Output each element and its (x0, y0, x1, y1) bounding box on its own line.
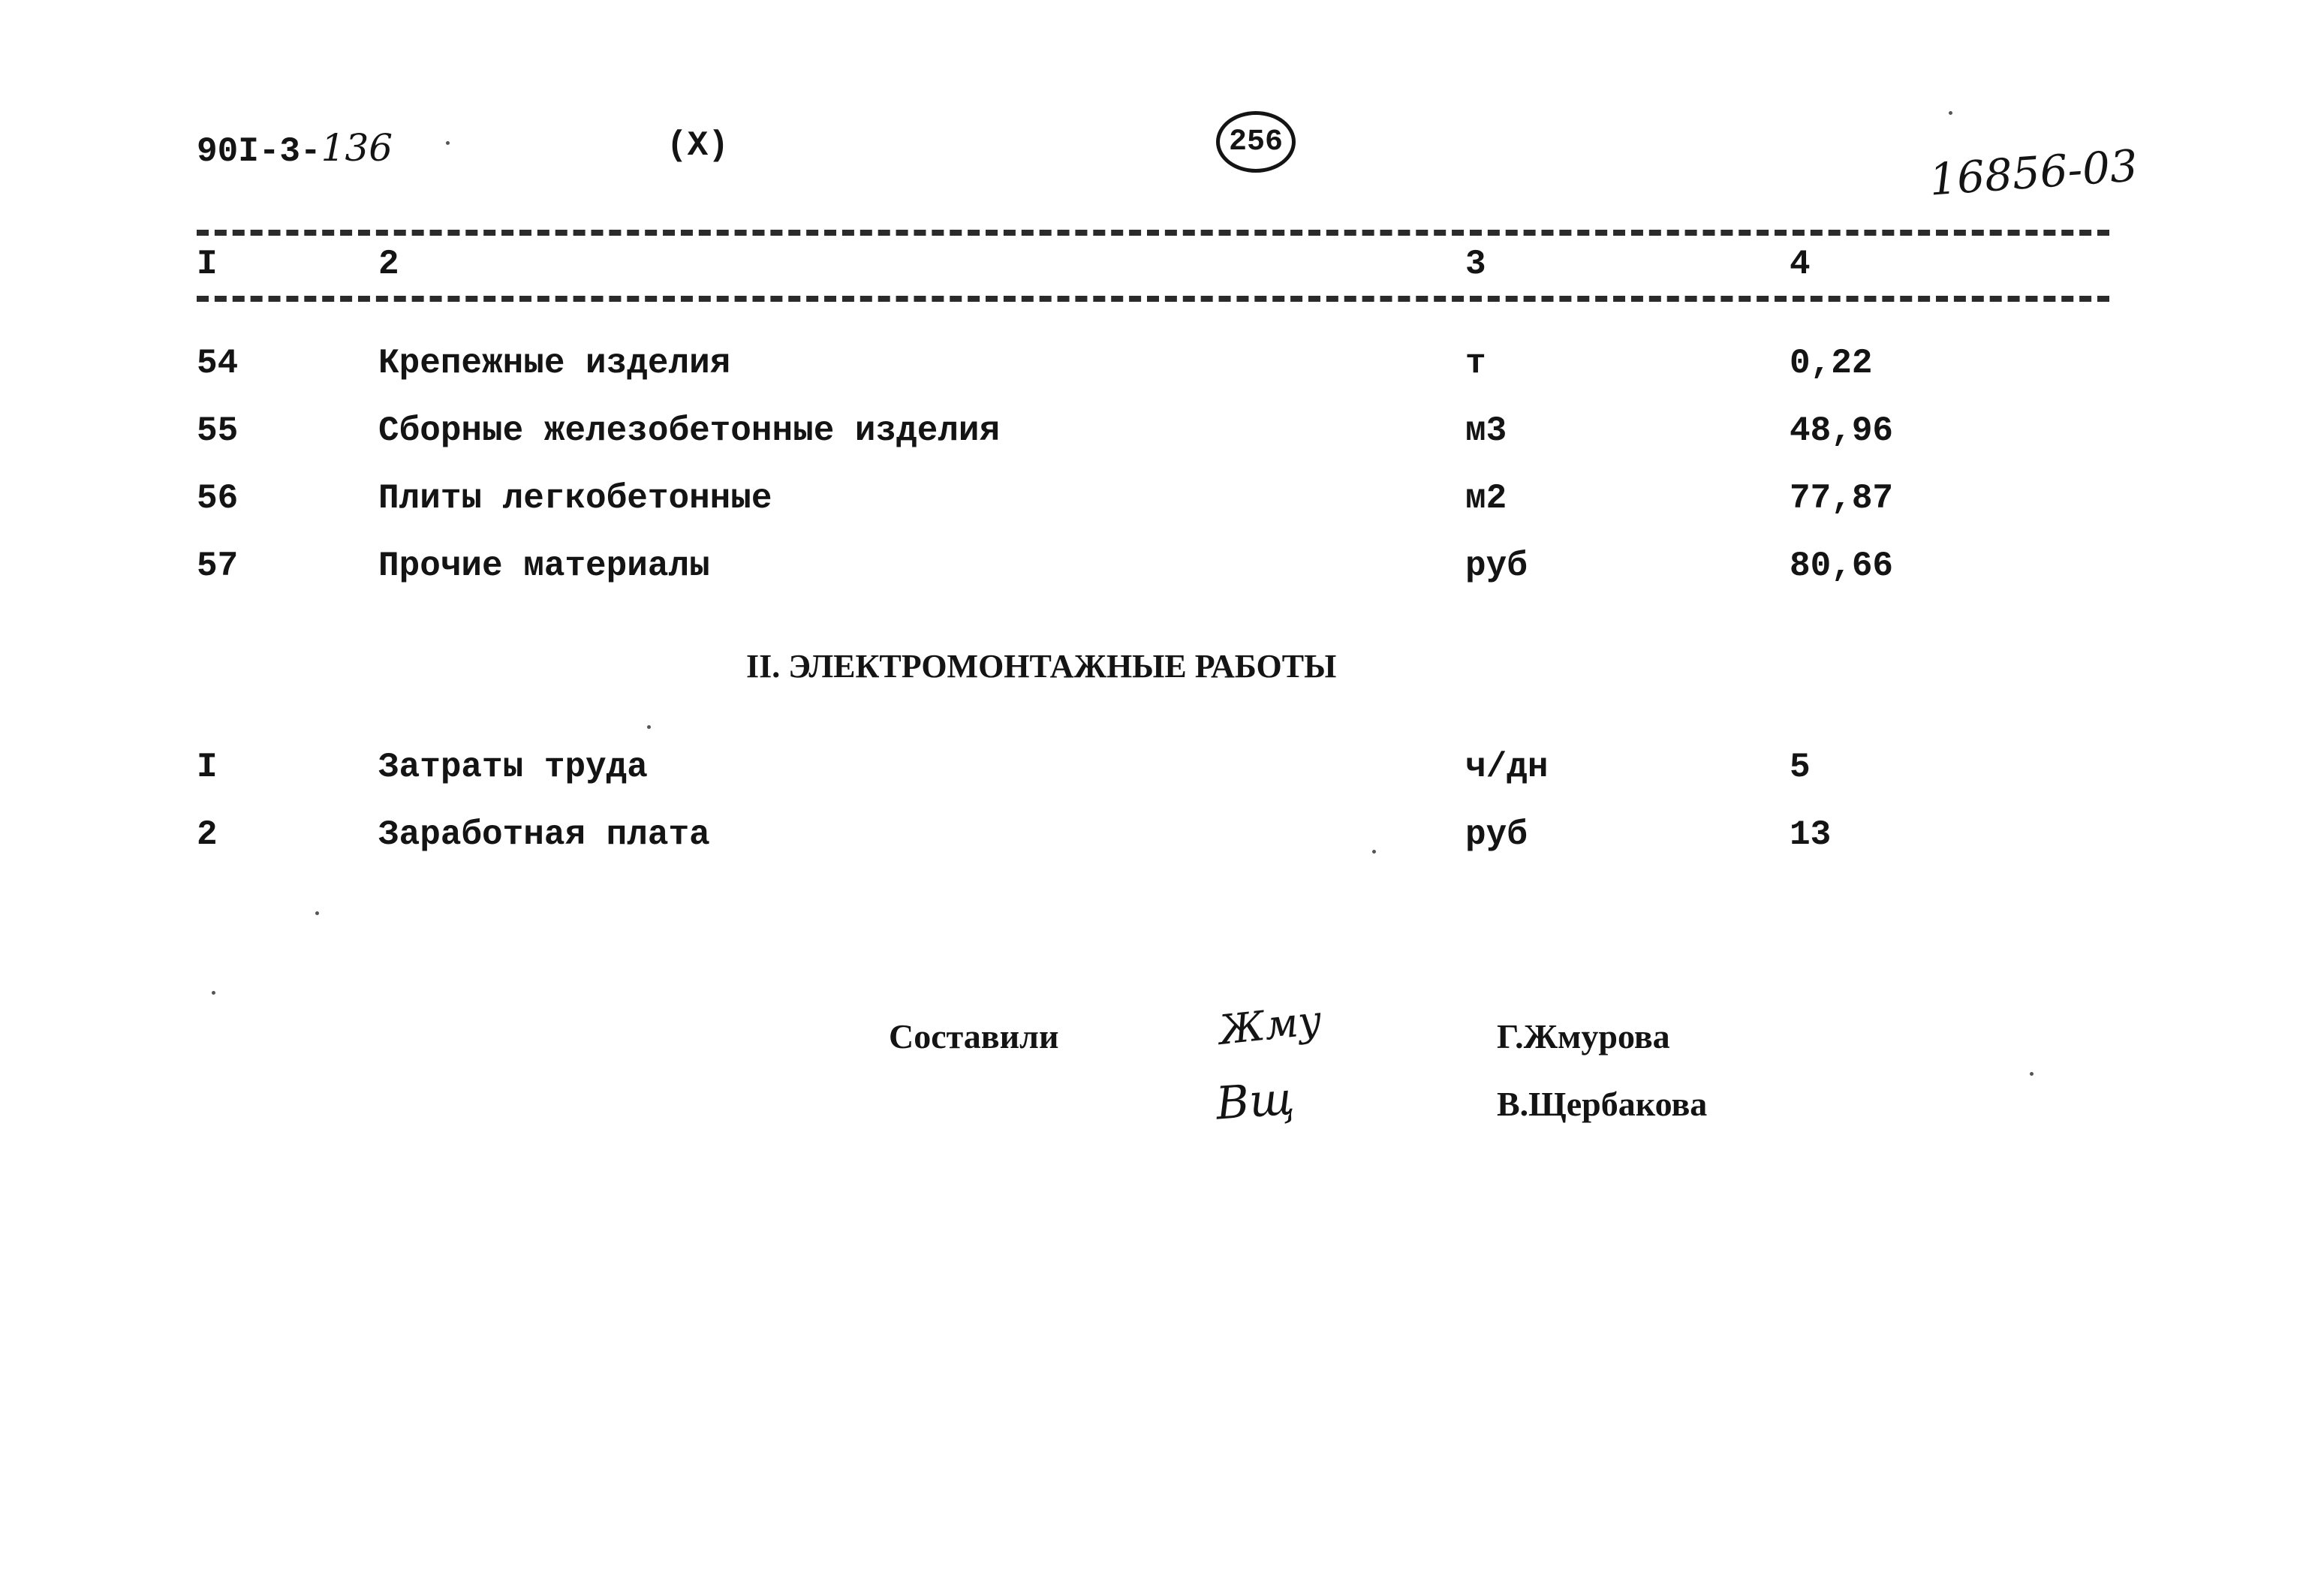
scan-speck (315, 911, 319, 915)
row-name: Сборные железобетонные изделия (378, 411, 1001, 450)
row-value: 80,66 (1790, 547, 1894, 586)
table-top-rule (197, 230, 2109, 236)
doc-code (197, 126, 393, 171)
row-number: 55 (197, 411, 239, 450)
page-number-circle (1216, 111, 1296, 173)
row-number: 2 (197, 815, 218, 854)
row-name: Крепежные изделия (378, 344, 731, 383)
row-unit: м2 (1465, 479, 1507, 518)
row-value: 48,96 (1790, 411, 1894, 450)
table-row (0, 344, 2306, 389)
row-unit: ч/дн (1465, 748, 1549, 787)
scan-speck (446, 141, 450, 145)
scan-speck (1372, 850, 1376, 854)
column-header-4: 4 (1790, 245, 1811, 284)
column-header-3: 3 (1465, 245, 1486, 284)
part-label: (X) (667, 126, 729, 165)
scan-speck (647, 725, 651, 729)
archive-number: 16856-03 (1927, 140, 2139, 206)
compiled-by-label: Составили (889, 1017, 1059, 1055)
row-value: 77,87 (1790, 479, 1894, 518)
row-number: 57 (197, 547, 239, 586)
doc-code-handwritten: 136 (321, 126, 393, 170)
scan-speck (212, 991, 215, 995)
row-unit: руб (1465, 815, 1528, 854)
table-row (0, 479, 2306, 524)
table-row (0, 748, 2306, 793)
table-row (0, 411, 2306, 456)
row-unit: руб (1465, 547, 1528, 586)
row-unit: т (1465, 344, 1486, 383)
table-header-rule (197, 296, 2109, 302)
column-header-2: 2 (378, 245, 399, 284)
signatory-name: Г.Жмурова (1497, 1017, 1670, 1055)
doc-code-printed: 90I-3- (197, 132, 321, 171)
row-number: 56 (197, 479, 239, 518)
handwritten-signature: Вщ (1214, 1072, 1296, 1131)
row-value: 5 (1790, 748, 1811, 787)
table-row (0, 547, 2306, 592)
row-number: I (197, 748, 218, 787)
column-header-1: I (197, 245, 218, 284)
row-number: 54 (197, 344, 239, 383)
table-row (0, 815, 2306, 860)
page-number: 256 (1228, 125, 1283, 159)
signatory-name: В.Щербакова (1497, 1085, 1708, 1123)
scan-speck (2030, 1072, 2034, 1076)
row-value: 13 (1790, 815, 1832, 854)
table-column-header (0, 245, 2306, 290)
scan-speck (1949, 111, 1952, 115)
row-name: Затраты труда (378, 748, 648, 787)
row-unit: м3 (1465, 411, 1507, 450)
handwritten-signature: Жму (1217, 996, 1324, 1054)
row-value: 0,22 (1790, 344, 1873, 383)
row-name: Плиты легкобетонные (378, 479, 772, 518)
row-name: Прочие материалы (378, 547, 710, 586)
row-name: Заработная плата (378, 815, 710, 854)
section-title: II. ЭЛЕКТРОМОНТАЖНЫЕ РАБОТЫ (746, 648, 1337, 685)
